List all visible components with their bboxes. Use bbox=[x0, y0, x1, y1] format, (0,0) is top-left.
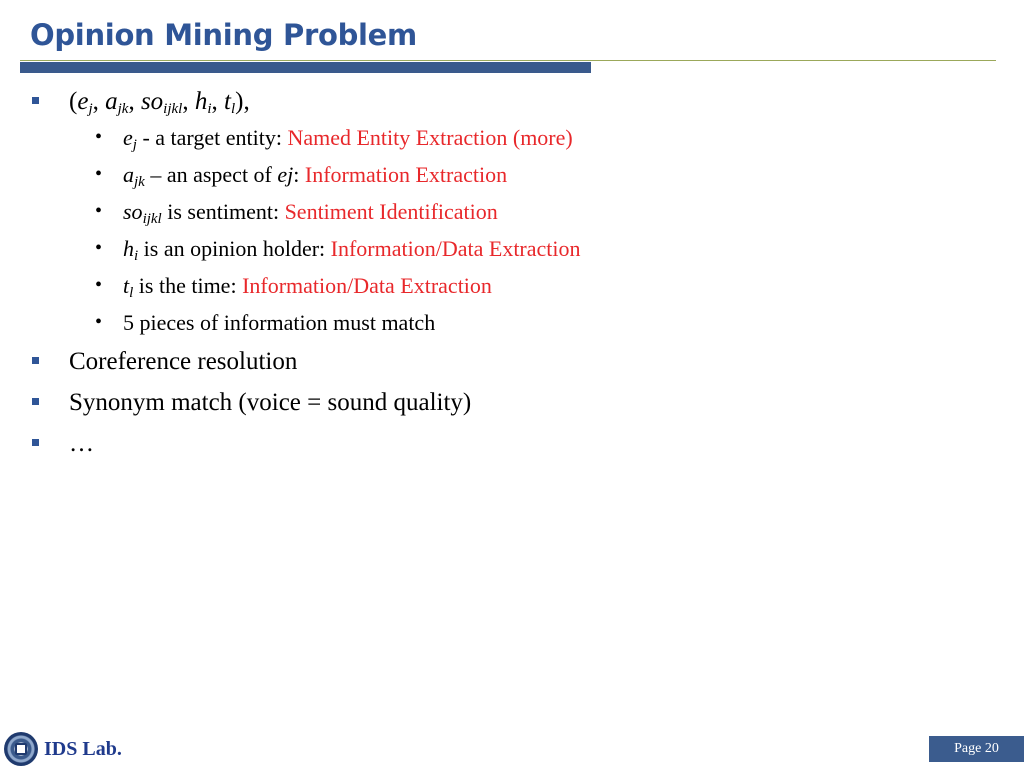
slide-content bbox=[30, 86, 990, 469]
bullet-tuple bbox=[30, 86, 990, 337]
item-var-sub: ijkl bbox=[142, 211, 162, 227]
item-text: is the time: bbox=[133, 273, 243, 298]
tuple-so: so bbox=[140, 88, 164, 115]
bullet-text: … bbox=[69, 430, 94, 457]
item-var-sub: jk bbox=[134, 174, 145, 190]
title-rule-bar bbox=[20, 62, 591, 73]
tuple-sep: , bbox=[182, 88, 195, 115]
bullet-coreference bbox=[30, 346, 990, 378]
tuple-sep: , bbox=[128, 88, 141, 115]
tuple-e: e bbox=[77, 88, 89, 115]
item-text-colon: : bbox=[293, 162, 305, 187]
sub-item-aspect bbox=[69, 160, 990, 189]
bullet-text: Synonym match (voice = sound quality) bbox=[69, 389, 472, 416]
round-bullet-icon: • bbox=[95, 274, 103, 296]
item-text: – an aspect of bbox=[144, 162, 278, 187]
square-bullet-icon bbox=[32, 357, 39, 364]
round-bullet-icon: • bbox=[95, 163, 103, 185]
tuple-e-sub: j bbox=[88, 101, 93, 117]
item-var: so bbox=[123, 199, 143, 224]
bullet-ellipsis bbox=[30, 428, 990, 460]
tuple-h-sub: i bbox=[207, 101, 212, 117]
tuple-t-sub: l bbox=[230, 101, 236, 117]
item-highlight: Named Entity Extraction (more) bbox=[287, 125, 573, 150]
bullet-synonym bbox=[30, 387, 990, 419]
tuple-so-sub: ijkl bbox=[163, 101, 183, 117]
round-bullet-icon: • bbox=[95, 200, 103, 222]
tuple-sep: , bbox=[92, 88, 106, 115]
page-number: Page 20 bbox=[929, 736, 1024, 762]
tuple-h: h bbox=[194, 88, 208, 115]
university-emblem-icon bbox=[4, 732, 38, 766]
square-bullet-icon bbox=[32, 439, 39, 446]
footer-logo bbox=[4, 732, 122, 766]
sub-item-sentiment bbox=[69, 197, 990, 226]
item-highlight: Information/Data Extraction bbox=[242, 273, 492, 298]
item-var-sub: j bbox=[132, 137, 137, 153]
item-text-italic: ej bbox=[277, 162, 294, 187]
sub-item-holder bbox=[69, 234, 990, 263]
slide-title: Opinion Mining Problem bbox=[30, 18, 417, 52]
sub-item-entity bbox=[69, 123, 990, 152]
square-bullet-icon bbox=[32, 398, 39, 405]
item-var: h bbox=[123, 236, 134, 261]
tuple-a-sub: jk bbox=[117, 101, 129, 117]
bullet-text: Coreference resolution bbox=[69, 348, 298, 375]
tuple-a: a bbox=[105, 88, 118, 115]
item-text: is sentiment: bbox=[161, 199, 285, 224]
item-var-sub: l bbox=[129, 285, 134, 301]
item-highlight: Sentiment Identification bbox=[284, 199, 498, 224]
item-var-sub: i bbox=[134, 248, 139, 264]
tuple-sep: , bbox=[211, 88, 225, 115]
tuple-t: t bbox=[224, 88, 231, 115]
round-bullet-icon: • bbox=[95, 237, 103, 259]
sub-item-match bbox=[69, 308, 990, 337]
square-bullet-icon bbox=[32, 97, 39, 104]
item-highlight: Information/Data Extraction bbox=[330, 236, 581, 261]
item-var: a bbox=[123, 162, 134, 187]
item-text: is an opinion holder: bbox=[138, 236, 331, 261]
sub-item-time bbox=[69, 271, 990, 300]
lab-name: IDS Lab. bbox=[44, 737, 122, 760]
round-bullet-icon: • bbox=[95, 126, 103, 148]
item-var: e bbox=[123, 125, 133, 150]
item-var: t bbox=[123, 273, 130, 298]
sub-list bbox=[69, 123, 990, 337]
item-text: 5 pieces of information must match bbox=[123, 310, 436, 335]
title-rule-line bbox=[20, 60, 996, 61]
round-bullet-icon: • bbox=[95, 311, 103, 333]
tuple-open: ( bbox=[69, 88, 78, 115]
item-highlight: Information Extraction bbox=[304, 162, 508, 187]
item-text: - a target entity: bbox=[136, 125, 288, 150]
tuple-close: ), bbox=[235, 88, 250, 115]
